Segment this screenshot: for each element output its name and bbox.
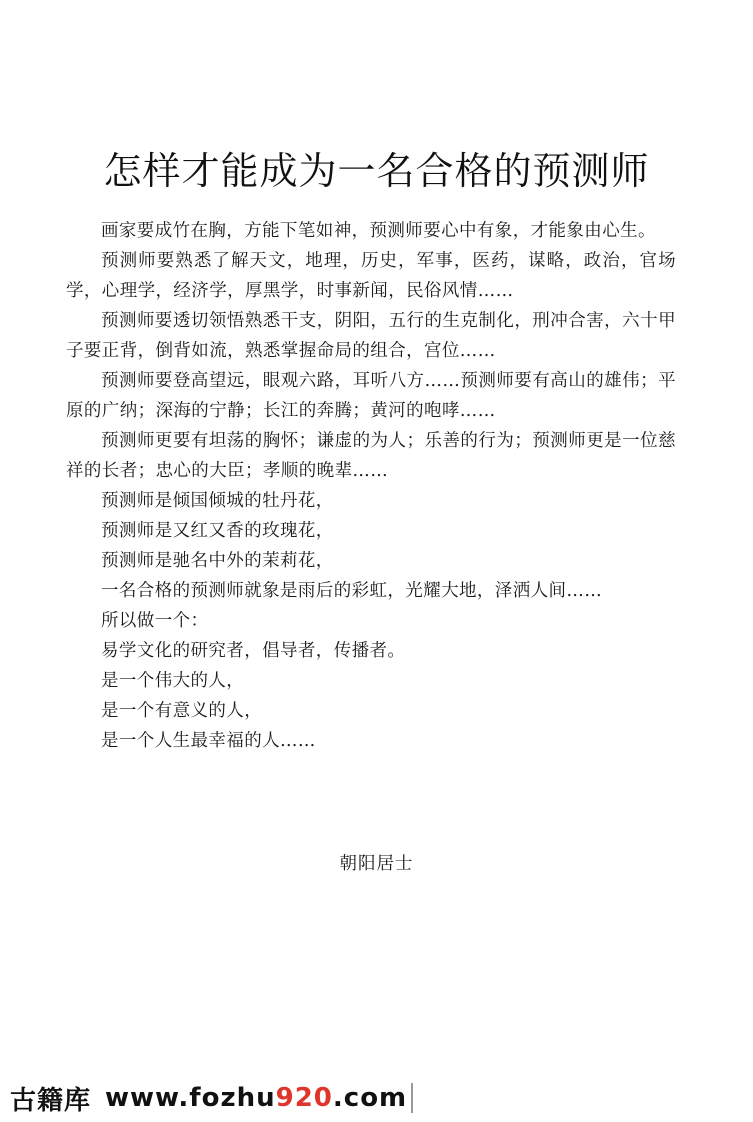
watermark-url-number: 920 — [275, 1083, 333, 1113]
site-watermark — [10, 1080, 413, 1116]
body-text — [66, 216, 676, 756]
watermark-url — [105, 1083, 407, 1113]
watermark-url-suffix: .com — [332, 1083, 408, 1113]
verse-line: 所以做一个： — [101, 611, 209, 631]
paragraph-3: 预测师要透切领悟熟悉干支，阴阳，五行的生克制化，刑冲合害，六十甲子要正背，倒背如流，熟悉掌握命局的组合，宫位…… — [66, 311, 676, 361]
page-title: 怎样才能成为一名合格的预测师 — [103, 149, 650, 193]
watermark-site-name: 古籍库 — [10, 1085, 92, 1116]
verse-line: 是一个有意义的人， — [101, 701, 263, 721]
verse-line: 预测师是倾国倾城的牡丹花， — [101, 491, 334, 511]
watermark-url-prefix: www.fozhu — [105, 1083, 276, 1113]
verse-line: 一名合格的预测师就象是雨后的彩虹，光耀大地，泽洒人间…… — [101, 581, 603, 601]
paragraph-5: 预测师更要有坦荡的胸怀；谦虚的为人；乐善的行为；预测师更是一位慈祥的长者；忠心的大臣；孝顺的晚辈…… — [66, 431, 676, 481]
watermark-divider — [411, 1083, 413, 1113]
verse-line: 是一个人生最幸福的人…… — [101, 731, 316, 751]
verse-line: 易学文化的研究者，倡导者，传播者。 — [101, 641, 406, 661]
verse-line: 预测师是驰名中外的茉莉花， — [101, 551, 334, 571]
paragraph-2: 预测师要熟悉了解天文，地理，历史，军事，医药，谋略，政治，官场学，心理学，经济学，厚黑学，时事新闻，民俗风情…… — [66, 251, 676, 301]
verse-line: 是一个伟大的人， — [101, 671, 245, 691]
verse-line: 预测师是又红又香的玫瑰花， — [101, 521, 334, 541]
paragraph-4: 预测师要登高望远，眼观六路，耳听八方……预测师要有高山的雄伟；平原的广纳；深海的宁静；长江的奔腾；黄河的咆哮…… — [66, 371, 676, 421]
paragraph-1: 画家要成竹在胸，方能下笔如神，预测师要心中有象，才能象由心生。 — [101, 221, 656, 241]
author-signature: 朝阳居士 — [339, 854, 414, 874]
